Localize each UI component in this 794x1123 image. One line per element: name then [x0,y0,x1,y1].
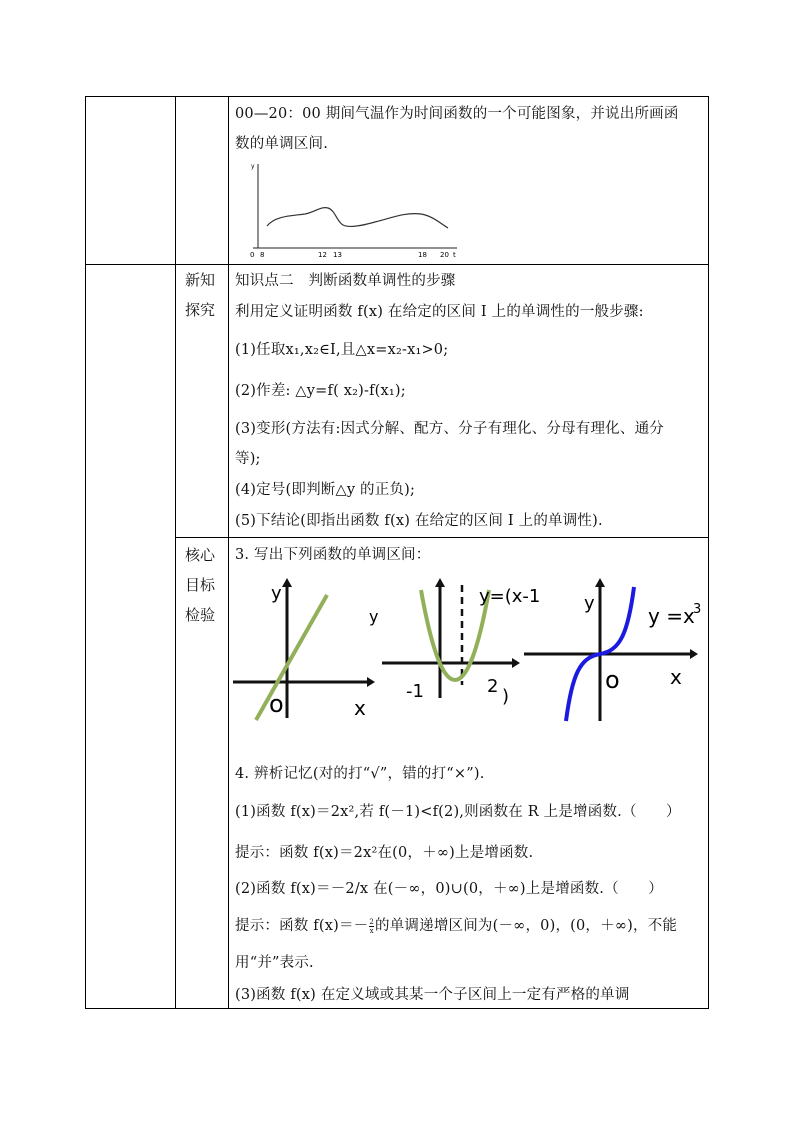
graph3-y-label: y [584,593,595,614]
question-4-item-2: (2)函数 f(x)＝－2/x 在(－∞，0)∪(0，＋∞)上是增函数.（ ） [235,881,663,897]
linear-function-line [256,595,327,720]
row2-label-line2: 探究 [185,301,216,319]
hint-2-fraction [369,918,374,935]
graph3-x-label: x [670,665,682,689]
row3-label-line1: 核心 [185,546,216,564]
graph3-origin: o [605,666,620,694]
step-3-line1: (3)变形(方法有:因式分解、配方、分子有理化、分母有理化、通分 [235,421,664,437]
hint-2-line2: 用“并”表示. [235,955,314,971]
hint-2-line1 [235,916,677,936]
table-divider-col2 [228,96,229,1009]
graph3-exponent: 3 [693,602,702,617]
question-4-item-3: (3)函数 f(x) 在定义域或其某一个子区间上一定有严格的单调 [235,987,630,1003]
temperature-curve [267,208,448,228]
graph1-origin: o [269,690,284,718]
temp-graph-y-label: y [251,163,255,170]
table-border-left [85,96,86,1009]
table-border-bottom [85,1008,709,1009]
temp-graph-x-label: t [453,251,456,259]
hint-1: 提示：函数 f(x)＝2x²在(0，＋∞)上是增函数. [235,845,534,861]
row2-title: 知识点二 判断函数单调性的步骤 [235,273,456,289]
question-3: 3. 写出下列函数的单调区间： [235,547,431,563]
graph2-formula: y=(x-1 [479,586,541,607]
question-4: 4. 辨析记忆(对的打“√”，错的打“×”). [235,766,485,782]
temp-graph-tick-18: 18 [418,251,427,259]
graph2-x-cut: ) [502,686,510,707]
temp-graph-tick-13: 13 [333,251,342,259]
table-border-right [708,96,709,1009]
table-divider-col1 [175,96,176,1009]
temp-graph-origin: 0 [250,251,255,259]
graph2-x-right: 2 [487,676,499,697]
graph1-y-label: y [271,583,282,604]
table-row-divider-2 [175,537,709,538]
step-5: (5)下结论(即指出函数 f(x) 在给定的区间 I 上的单调性). [235,513,603,529]
hint-2-fraction-denominator: x [369,926,374,935]
graph1-x-label: x [354,696,366,720]
hint-2-suffix: 的单调递增区间为(－∞，0)，(0，＋∞)，不能 [375,918,678,934]
step-2: (2)作差: △y=f( x₂)-f(x₁); [235,383,406,399]
row3-label-line2: 目标 [185,576,216,594]
graph3-formula: y =x [648,604,695,628]
row2-label-line1: 新知 [185,271,216,289]
row1-text-line2: 数的单调区间. [235,136,329,152]
graph2-x-left: -1 [406,681,424,702]
temp-graph-tick-20: 20 [440,251,449,259]
temp-graph-tick-8: 8 [260,251,265,259]
row2-intro: 利用定义证明函数 f(x) 在给定的区间 I 上的单调性的一般步骤: [235,304,644,320]
graph2-y-label: y [369,607,379,626]
hint-2-prefix: 提示：函数 f(x)＝－ [235,918,369,934]
linear-function-graph [230,575,375,725]
step-4: (4)定号(即判断△y 的正负); [235,482,416,498]
row1-text-line1: 00—20：00 期间气温作为时间函数的一个可能图象，并说出所画函 [235,106,679,122]
step-3-line2: 等); [235,451,261,467]
table-border-top [85,96,709,97]
cubic-graph [520,575,710,725]
step-1: (1)任取x₁,x₂∈I,且△x=x₂-x₁>0; [235,342,449,358]
question-4-item-1: (1)函数 f(x)＝2x²,若 f(－1)<f(2),则函数在 R 上是增函数.（ ） [235,804,681,820]
temp-graph-tick-12: 12 [318,251,327,259]
hint-2-fraction-numerator: 2 [369,917,375,926]
temperature-graph [245,158,460,260]
parabola-graph [365,575,541,725]
table-row-divider-1 [85,264,709,265]
row3-label-line3: 检验 [185,606,216,624]
